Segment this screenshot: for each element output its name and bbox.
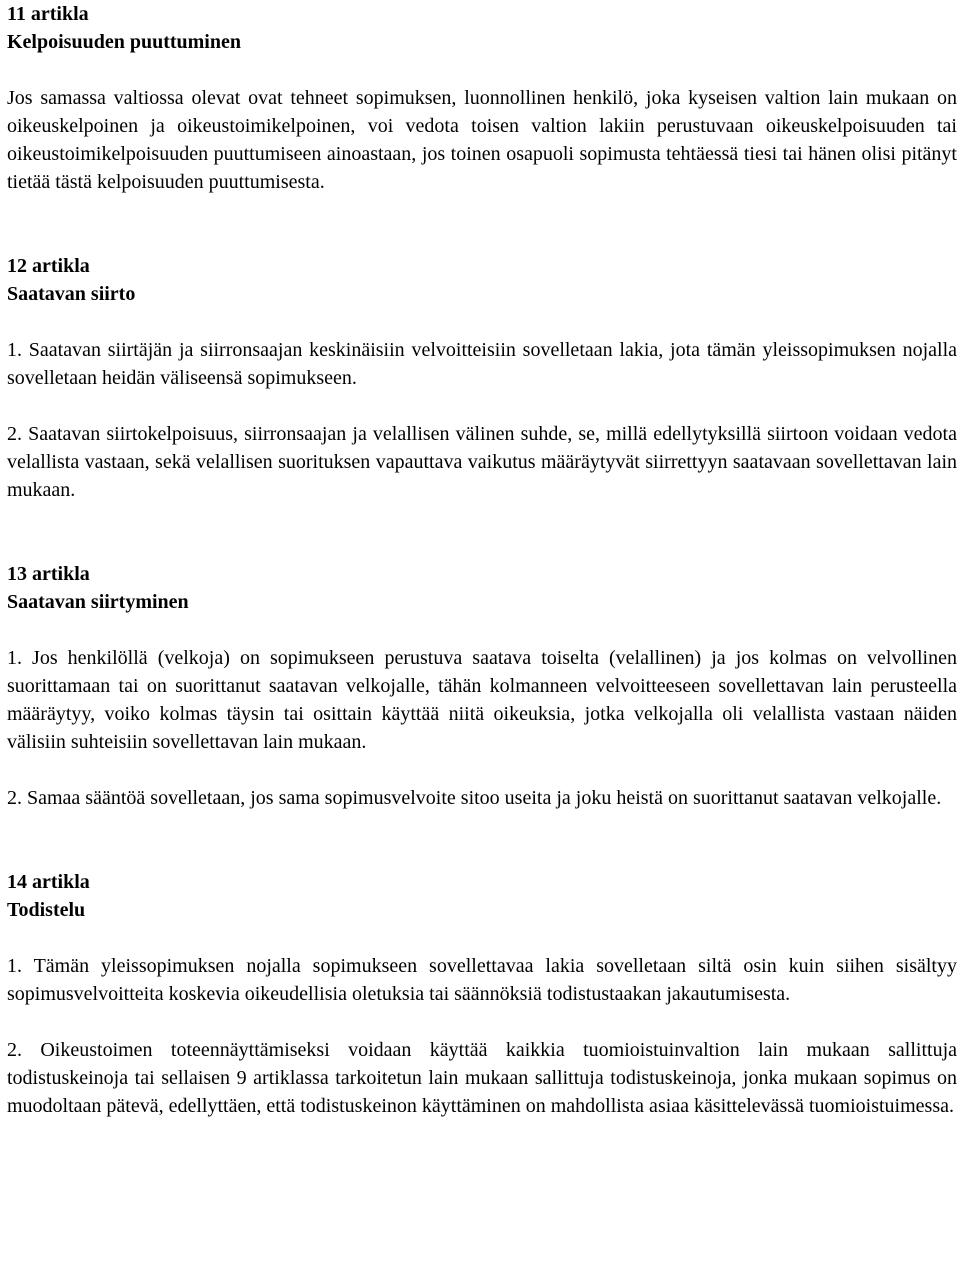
article-13-title: Saatavan siirtyminen [7,591,189,613]
article-12-number: 12 artikla [7,255,90,277]
article-11 [7,0,957,196]
article-12-paragraph-2: 2. Saatavan siirtokelpoisuus, siirronsaajan ja velallisen välinen suhde, se, millä edellytyksillä siirtoon voidaan vedota velallista vastaan, sekä velallisen suorituksen vapauttava vaikutus määräytyvät siirrettyyn saatavaan sovellettavan lain mukaan. [7,423,957,501]
document-page [7,0,957,1120]
article-13-paragraph-2: 2. Samaa sääntöä sovelletaan, jos sama sopimusvelvoite sitoo useita ja joku heistä on suorittanut saatavan velkojalle. [7,787,942,809]
article-11-number: 11 artikla [7,3,89,25]
article-12-title: Saatavan siirto [7,283,136,305]
article-14 [7,868,957,1120]
article-14-paragraph-1: 1. Tämän yleissopimuksen nojalla sopimukseen sovellettavaa lakia sovelletaan siltä osin kuin siihen sisältyy sopimusvelvoitteita koskevia oikeudellisia oletuksia tai säännöksiä todistustaakan jakautumisesta. [7,955,957,1005]
article-14-title: Todistelu [7,899,86,921]
article-13-paragraph-1: 1. Jos henkilöllä (velkoja) on sopimukseen perustuva saatava toiselta (velallinen) ja jos kolmas on velvollinen suorittamaan tai on suorittanut saatavan velkojalle, tähän kolmanneen velvoitteeseen sovellettavan lain perusteella määräytyy, voiko kolmas täysin tai osittain käyttää niitä oikeuksia, jotka velkojalla oli velallista vastaan näiden välisiin suhteisiin sovellettavan lain mukaan. [7,647,957,753]
article-12 [7,252,957,504]
article-13 [7,560,957,812]
article-14-paragraph-2: 2. Oikeustoimen toteennäyttämiseksi voidaan käyttää kaikkia tuomioistuinvaltion lain mukaan sallittuja todistuskeinoja tai sellaisen 9 artiklassa tarkoitetun lain mukaan sallittuja todistuskeinoja, jonka mukaan sopimus on muodoltaan pätevä, edellyttäen, että todistuskeinon käyttäminen on mahdollista asiaa käsittelevässä tuomioistuimessa. [7,1039,957,1117]
article-11-title: Kelpoisuuden puuttuminen [7,31,241,53]
article-11-paragraph: Jos samassa valtiossa olevat ovat tehneet sopimuksen, luonnollinen henkilö, joka kyseisen valtion lain mukaan on oikeuskelpoinen ja oikeustoimikelpoinen, voi vedota toisen valtion lakiin perustuvaan oikeuskelpoisuuden tai oikeustoimikelpoisuuden puuttumiseen ainoastaan, jos toinen osapuoli sopimusta tehtäessä tiesi tai hänen olisi pitänyt tietää tästä kelpoisuuden puuttumisesta. [7,87,957,193]
article-12-paragraph-1: 1. Saatavan siirtäjän ja siirronsaajan keskinäisiin velvoitteisiin sovelletaan lakia, jota tämän yleissopimuksen nojalla sovelletaan heidän väliseensä sopimukseen. [7,339,957,389]
article-13-number: 13 artikla [7,563,90,585]
article-14-number: 14 artikla [7,871,90,893]
